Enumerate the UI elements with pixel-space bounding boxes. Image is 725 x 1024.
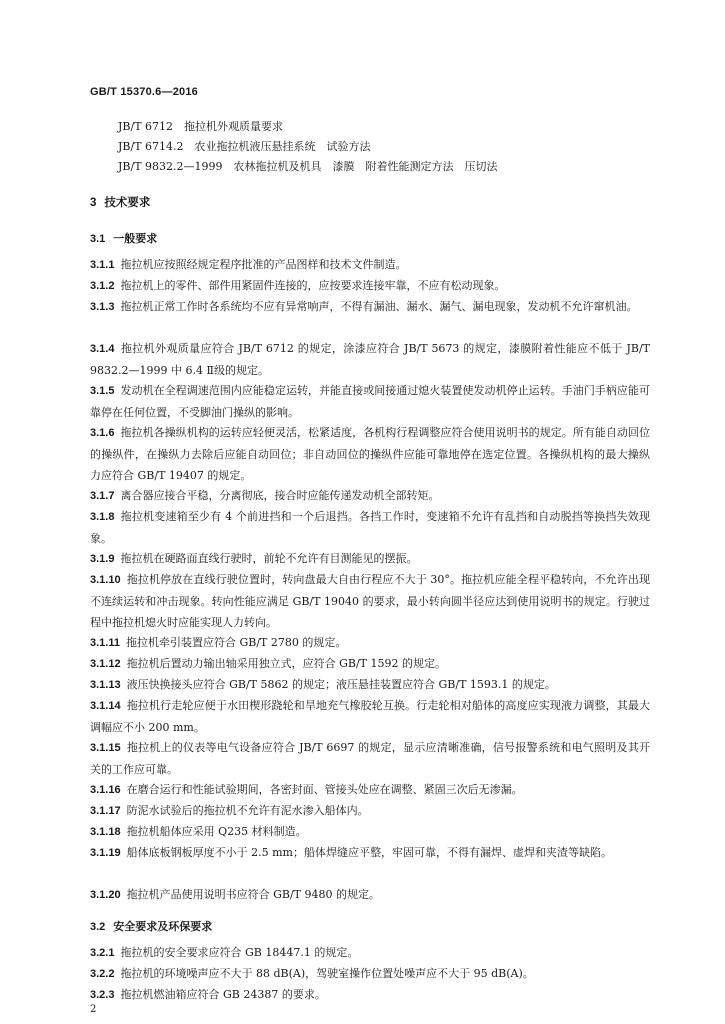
clause-number: 3.1.18 [90, 826, 121, 838]
clause-number: 3.2.3 [90, 989, 115, 1001]
clause-number: 3.1.10 [90, 574, 121, 586]
clause-text: 拖拉机停放在直线行驶位置时，转向盘最大自由行程应不大于 30°。拖拉机应能全程平稳转向，不允许出现不连续运转和冲击现象。转向性能应满足 GB/T 19040 的要求，最小转向圆半径应达到使用说明书的规定。行驶过程中拖拉机熄火时应能实现人力转向。 [90, 573, 650, 629]
clause-text: 拖拉机产品使用说明书应符合 GB/T 9480 的规定。 [126, 888, 380, 901]
clause-text: 拖拉机各操纵机构的运转应轻便灵活，松紧适度，各机构行程调整应符合使用说明书的规定。所有能自动回位的操纵件，在操纵力去除后应能自动回位；非自动回位的操纵件应能可靠地停在选定位置。各操纵机构的最大操纵力应符合 GB/T 19407 的规定。 [90, 426, 650, 482]
reference-jbt9832: JB/T 9832.2—1999 农林拖拉机及机具 漆膜 附着性能测定方法 压切法 [118, 160, 498, 173]
clause-3-1-4 [90, 338, 650, 381]
clause-text: 拖拉机上的仪表等电气设备应符合 JB/T 6697 的规定，显示应清晰准确，信号报警系统和电气照明及其开关的工作应可靠。 [90, 741, 650, 776]
clause-text: 拖拉机行走轮应便于水田楔形跷轮和旱地充气橡胶轮互换。行走轮相对船体的高度应实现液力调整，其最大调幅应不小 200 mm。 [90, 699, 650, 734]
clause-number: 3.1.7 [90, 490, 115, 502]
section-title: 技术要求 [104, 195, 151, 209]
clause-number: 3.1.1 [90, 259, 115, 271]
clause-text: 拖拉机变速箱至少有 4 个前进挡和一个后退挡。各挡工作时，变速箱不允许有乱挡和自动脱挡等换挡失效现象。 [90, 510, 650, 545]
clause-3-1-5 [90, 380, 650, 423]
section-title: 一般要求 [113, 232, 158, 245]
reference-jbt6712: JB/T 6712 拖拉机外观质量要求 [118, 120, 284, 133]
clause-number: 3.1.12 [90, 658, 121, 670]
clause-text: 拖拉机上的零件、部件用紧固件连接的，应按要求连接牢靠，不应有松动现象。 [120, 279, 506, 292]
clause-3-1-13 [90, 674, 650, 696]
clause-text: 拖拉机在硬路面直线行驶时，前轮不允许有目测能见的摆振。 [120, 552, 418, 565]
clause-3-1-11 [90, 632, 650, 654]
clause-3-1-15 [90, 737, 650, 780]
clause-text: 拖拉机正常工作时各系统均不应有异常响声，不得有漏油、漏水、漏气、漏电现象，发动机不允许窜机油。 [120, 300, 638, 313]
clause-number: 3.1.9 [90, 553, 115, 565]
clause-3-1-19 [90, 842, 650, 864]
clause-number: 3.1.8 [90, 511, 115, 523]
clause-number: 3.1.3 [90, 301, 115, 313]
clause-3-1-20 [90, 884, 650, 906]
clause-number: 3.1.4 [90, 343, 115, 355]
clause-number: 3.1.14 [90, 700, 121, 712]
clause-3-1-9 [90, 548, 650, 570]
clause-text: 拖拉机的安全要求应符合 GB 18447.1 的规定。 [120, 946, 359, 959]
section-title: 安全要求及环保要求 [113, 920, 213, 933]
clause-number: 3.1.2 [90, 280, 115, 292]
section-number: 3 [90, 197, 97, 209]
clause-number: 3.1.20 [90, 889, 121, 901]
clause-number: 3.2.2 [90, 968, 115, 980]
reference-jbt6714: JB/T 6714.2 农业拖拉机液压悬挂系统 试验方法 [118, 140, 371, 153]
clause-text: 拖拉机应按照经规定程序批准的产品图样和技术文件制造。 [120, 258, 407, 271]
clause-3-1-10 [90, 569, 650, 633]
clause-3-1-7 [90, 485, 650, 507]
clause-text: 拖拉机燃油箱应符合 GB 24387 的要求。 [120, 988, 326, 1001]
clause-number: 3.1.17 [90, 805, 121, 817]
clause-3-2-3 [90, 984, 650, 1006]
section-3-heading [90, 194, 150, 210]
clause-3-1-16 [90, 779, 650, 801]
clause-3-1-12 [90, 653, 650, 675]
clause-3-1-2 [90, 275, 650, 297]
clause-number: 3.1.15 [90, 742, 121, 754]
clause-text: 拖拉机船体应采用 Q235 材料制造。 [126, 825, 307, 838]
clause-text: 离合器应接合平稳，分离彻底，接合时应能传递发动机全部转矩。 [120, 489, 440, 502]
clause-text: 拖拉机后置动力输出轴采用独立式，应符合 GB/T 1592 的规定。 [126, 657, 446, 670]
clause-number: 3.1.5 [90, 385, 115, 397]
clause-3-1-14 [90, 695, 650, 738]
clause-text: 在磨合运行和性能试验期间，各密封面、管接头处应在调整、紧固三次后无渗漏。 [126, 783, 523, 796]
clause-number: 3.1.6 [90, 427, 115, 439]
section-3-1-heading [90, 230, 157, 246]
clause-text: 防泥水试验后的拖拉机不允许有泥水渗入船体内。 [126, 804, 369, 817]
clause-3-1-18 [90, 821, 650, 843]
clause-number: 3.2.1 [90, 947, 115, 959]
page-number: 2 [90, 1004, 97, 1015]
clause-text: 发动机在全程调速范围内应能稳定运转，并能直接或间接通过熄火装置使发动机停止运转。手油门手柄应能可靠停在任何位置，不受脚油门操纵的影响。 [90, 384, 650, 419]
clause-number: 3.1.16 [90, 784, 121, 796]
clause-3-1-8 [90, 506, 650, 549]
clause-3-2-2 [90, 963, 650, 985]
clause-number: 3.1.13 [90, 679, 121, 691]
clause-text: 拖拉机牵引装置应符合 GB/T 2780 的规定。 [125, 636, 347, 649]
clause-3-2-1 [90, 942, 650, 964]
clause-number: 3.1.19 [90, 847, 121, 859]
clause-text: 船体底板钢板厚度不小于 2.5 mm；船体焊缝应平整，牢固可靠，不得有漏焊、虚焊和夹渣等缺陷。 [126, 846, 612, 859]
section-3-2-heading [90, 918, 212, 934]
clause-number: 3.1.11 [90, 637, 120, 649]
clause-text: 拖拉机的环境噪声应不大于 88 dB(A)，驾驶室操作位置处噪声应不大于 95 dB(A)。 [120, 967, 534, 980]
standard-header: GB/T 15370.6—2016 [90, 86, 198, 98]
clause-3-1-3 [90, 296, 650, 318]
clause-3-1-17 [90, 800, 650, 822]
clause-3-1-6 [90, 422, 650, 486]
clause-text: 液压快换接头应符合 GB/T 5862 的规定；液压悬挂装置应符合 GB/T 1593.1 的规定。 [126, 678, 556, 691]
clause-text: 拖拉机外观质量应符合 JB/T 6712 的规定，涂漆应符合 JB/T 5673 的规定，漆膜附着性能应不低于 JB/T 9832.2—1999 中 6.4 Ⅱ级的规定。 [90, 342, 650, 377]
clause-3-1-1 [90, 254, 650, 276]
section-number: 3.1 [90, 233, 106, 245]
section-number: 3.2 [90, 921, 106, 933]
